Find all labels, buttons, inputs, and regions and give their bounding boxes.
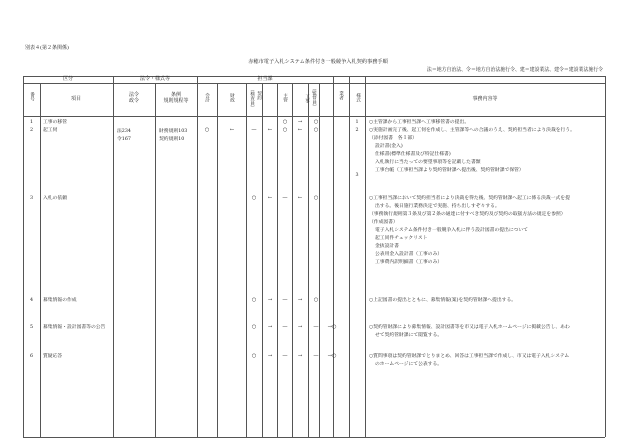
header-keiyaku: 契約	[256, 91, 262, 101]
header-jourei: 条例 規則規程等	[163, 92, 189, 104]
header-gyousha: 業者	[338, 91, 344, 101]
header-hourei-youshiki: 法令・様式等	[139, 76, 171, 82]
header-naiyo: 事務内容等	[472, 96, 498, 102]
row-content-line: 仕様書(標準仕様書及び特記仕様書)	[375, 152, 451, 157]
header-no: 番号	[29, 92, 35, 102]
header-hourei: 法令 政令	[128, 92, 140, 104]
row-number: 4	[30, 298, 34, 303]
header-keiyaku-kensain: （検査員）	[249, 87, 255, 110]
row-flow-mark: ○	[313, 195, 319, 201]
header-youshiki: 様式	[355, 93, 361, 103]
row-flow-mark: →	[297, 353, 303, 359]
row-flow-mark: —	[313, 324, 319, 330]
row-flow-mark: ←	[297, 127, 303, 133]
row-flow-mark: →	[297, 297, 303, 303]
header-kubun: 区分	[62, 76, 74, 82]
row-content-line: のホームページにて公表する。	[375, 362, 443, 367]
row-content-line: ○実施計画完了後、起工伺を作成し、主管課等への合議のうえ、契約担当者により決裁を行う。	[369, 128, 575, 133]
row-content-line: 金抜設計書	[375, 244, 399, 249]
row-flow-mark: →	[267, 297, 273, 303]
row-flow-mark: →○	[327, 353, 337, 359]
row-flow-mark: →	[297, 324, 303, 330]
row-flow-mark: ○	[251, 353, 257, 359]
row-item: 工事の移管	[43, 120, 67, 125]
row-flow-mark: ○	[282, 127, 288, 133]
row-flow-mark: ○	[282, 119, 288, 125]
row-content-line: ○工事担当課において契約担当者により決裁を得た後、契約管財課へ起工に係る決裁一式を提	[369, 196, 570, 201]
row-flow-mark: ←	[297, 195, 303, 201]
row-content-line: ○契約管財課により募集情報、設計図書等を市又は電子入札ホームページに掲載公告し、あわ	[369, 325, 570, 330]
row-flow-mark: →	[267, 353, 273, 359]
row-flow-mark: —	[282, 353, 288, 359]
header-shukan: 主管	[282, 93, 288, 103]
row-content-line: ○主管課から工事担当課へ工事移管書の提出。	[369, 120, 470, 125]
row-content-line: 出する。後日施行業務決定で実施、持ち出しすぞ々する。	[375, 204, 500, 209]
row-content-line: 入札執行に当たっての要望事項等を記載した書類	[375, 160, 481, 165]
header-kouji-kantokuin: （監督員）	[311, 86, 317, 109]
row-content-line: 設計書(金入)	[375, 144, 403, 149]
row-number: 3	[30, 196, 34, 201]
row-flow-mark: →○	[327, 324, 337, 330]
row-flow-mark: →	[267, 324, 273, 330]
row-item: 質疑応答	[43, 354, 63, 359]
row-flow-mark: —	[282, 297, 288, 303]
row-flow-mark: ←	[229, 127, 235, 133]
abbreviation-legend: 法＝地方自治法、令＝地方自治法施行令、建＝建設業法、建令＝建設業法施行令	[426, 67, 603, 73]
row-content-line: 電子入札システム条件付き一般競争入札に伴う設計図書の提出について	[375, 228, 528, 233]
row-flow-mark: ○	[251, 195, 257, 201]
appendix-label: 別表４(第２条関係)	[25, 45, 69, 51]
header-zaisei: 財政	[229, 93, 235, 103]
row-flow-mark: ○	[251, 297, 257, 303]
document-title: 赤穂市電子入札システム条件付き一般競争入札契約事務手順	[248, 59, 388, 65]
row-number: 2	[30, 128, 34, 133]
row-number: 5	[30, 325, 34, 330]
row-content-line: 公表用金入設計書（工事のみ）	[375, 252, 443, 257]
row-flow-mark: ○	[313, 297, 319, 303]
row-content-line: （作成図書）	[369, 220, 398, 225]
row-flow-mark: ○	[204, 127, 210, 133]
row-flow-mark: ○	[313, 127, 319, 133]
row-youshiki-2: 3	[355, 173, 359, 178]
row-flow-mark: ←	[267, 195, 273, 201]
row-content-line: ○質問事項は契約管財課でとりまとめ、回答は工事担当課で作成し、市又は電子入札システム	[369, 354, 570, 359]
row-number: 6	[30, 354, 34, 359]
row-content-line: 起工同件チェックリスト	[375, 236, 428, 241]
row-content-line: 工事費内訳明細書（工事のみ）	[375, 260, 443, 265]
row-flow-mark: —	[251, 127, 257, 133]
header-kaikei: 会計	[204, 93, 210, 103]
row-content-line: ○上記図書の提出とともに、募集情報(案)を契約管財課へ提出する。	[369, 298, 517, 303]
row-item: 起工伺	[43, 128, 58, 133]
row-item: 入札の依頼	[43, 196, 67, 201]
row-content-line: （添付図書 各１部）	[369, 136, 417, 141]
row-content-line: せて契約管財課にて閲覧する。	[375, 333, 443, 338]
row-youshiki: 1	[355, 120, 359, 125]
row-hourei: 法234 令167	[117, 129, 131, 142]
row-flow-mark: —	[282, 195, 288, 201]
row-content-line: 工事台帳（工事担当課より契約管財課へ提出後、契約管財課で保管）	[375, 168, 524, 173]
row-flow-mark: ○	[251, 324, 257, 330]
row-number: 1	[30, 120, 34, 125]
row-flow-mark: —	[313, 353, 319, 359]
row-flow-mark: —	[282, 324, 288, 330]
row-jourei: 財務規則103 契約規則10	[159, 129, 188, 142]
row-item: 募集情報の作成	[43, 298, 77, 303]
row-item: 募集情報・設計図書等の公告	[43, 325, 106, 330]
row-youshiki: 2	[355, 128, 359, 133]
row-flow-mark: ←	[267, 127, 273, 133]
row-content-line: （事務執行規則第３条及び第２条の通達に付すべき契約及び契約の取扱方法の規定を参照）	[369, 212, 566, 217]
header-tantoka: 担当課	[257, 76, 273, 82]
row-flow-mark: ○	[313, 119, 319, 125]
header-kouji: 工事	[304, 94, 310, 104]
header-item: 項目	[70, 96, 82, 102]
row-flow-mark: →	[297, 119, 303, 125]
